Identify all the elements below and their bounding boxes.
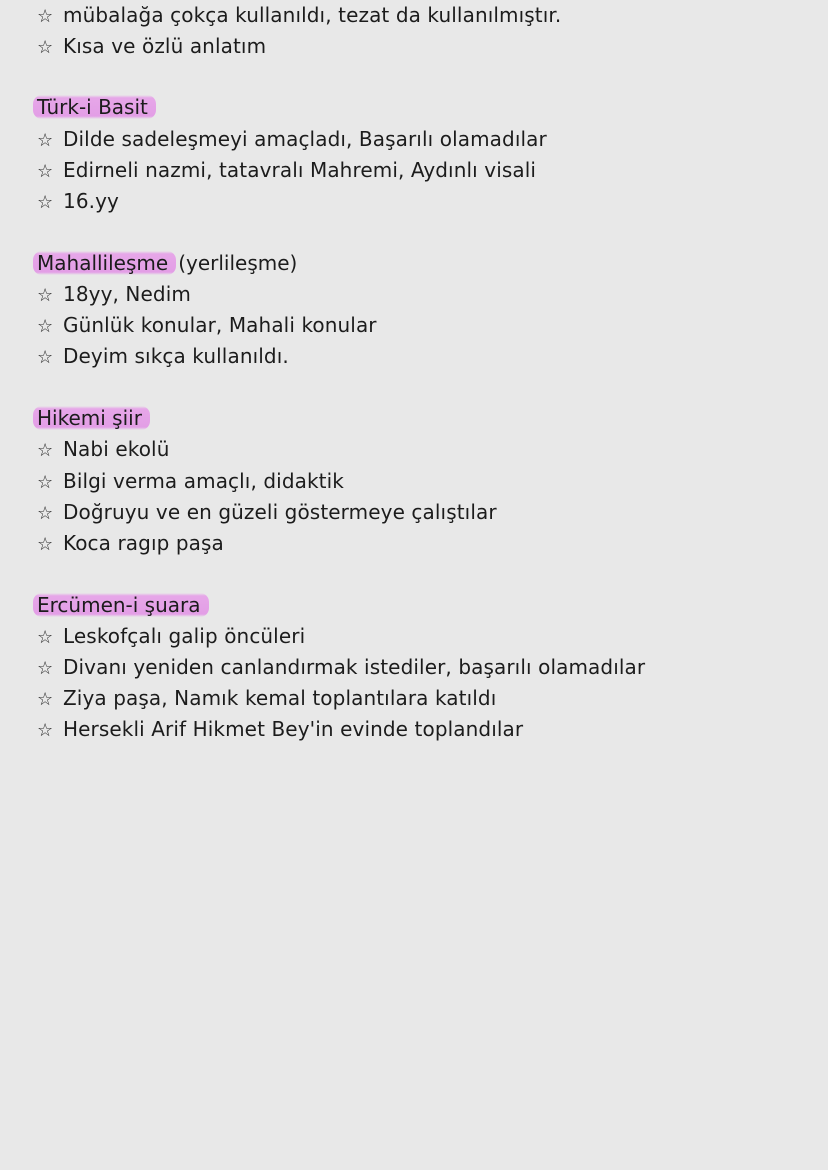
list-item-text: Kısa ve özlü anlatım <box>63 34 267 58</box>
section-heading-hikemi-siir <box>33 403 150 434</box>
list-item-text: Edirneli nazmi, tatavralı Mahremi, Aydınlı visali <box>63 158 537 182</box>
star-outline-icon: ☆ <box>37 627 54 648</box>
heading-suffix: (yerlileşme) <box>178 251 298 275</box>
list-item-text: Koca ragıp paşa <box>63 531 224 555</box>
highlighted-heading: Mahallileşme <box>33 251 176 275</box>
star-outline-icon: ☆ <box>37 689 54 710</box>
star-outline-icon: ☆ <box>37 285 54 306</box>
section-heading-mahallilesme <box>33 248 297 279</box>
list-item <box>37 155 536 186</box>
highlighted-heading: Hikemi şiir <box>33 406 150 430</box>
star-outline-icon: ☆ <box>37 37 54 58</box>
star-outline-icon: ☆ <box>37 720 54 741</box>
star-outline-icon: ☆ <box>37 503 54 524</box>
list-item-text: Günlük konular, Mahali konular <box>63 313 377 337</box>
list-item-text: Nabi ekolü <box>63 437 170 461</box>
highlighted-heading: Ercümen-i şuara <box>33 593 209 617</box>
list-item <box>37 0 561 31</box>
list-item-text: 18yy, Nedim <box>63 282 191 306</box>
section-heading-ercumen-i-suara <box>33 590 209 621</box>
highlighted-heading: Türk-i Basit <box>33 95 156 119</box>
star-outline-icon: ☆ <box>37 472 54 493</box>
list-item <box>37 186 119 217</box>
list-item <box>37 31 266 62</box>
list-item <box>37 310 377 341</box>
list-item-text: Hersekli Arif Hikmet Bey'in evinde toplandılar <box>63 717 524 741</box>
star-outline-icon: ☆ <box>37 347 54 368</box>
list-item <box>37 528 224 559</box>
list-item <box>37 497 497 528</box>
section-heading-turk-i-basit <box>33 92 156 123</box>
star-outline-icon: ☆ <box>37 6 54 27</box>
list-item-text: Dilde sadeleşmeyi amaçladı, Başarılı olamadılar <box>63 127 547 151</box>
star-outline-icon: ☆ <box>37 316 54 337</box>
list-item-text: Bilgi verma amaçlı, didaktik <box>63 469 344 493</box>
list-item-text: Leskofçalı galip öncüleri <box>63 624 306 648</box>
list-item <box>37 434 169 465</box>
list-item-text: Doğruyu ve en güzeli göstermeye çalıştılar <box>63 500 497 524</box>
list-item <box>37 652 645 683</box>
list-item-text: Divanı yeniden canlandırmak istediler, başarılı olamadılar <box>63 655 646 679</box>
list-item-text: 16.yy <box>63 189 119 213</box>
list-item-text: Deyim sıkça kullanıldı. <box>63 344 289 368</box>
star-outline-icon: ☆ <box>37 658 54 679</box>
star-outline-icon: ☆ <box>37 161 54 182</box>
list-item <box>37 279 191 310</box>
list-item-text: mübalağa çokça kullanıldı, tezat da kullanılmıştır. <box>63 3 562 27</box>
list-item <box>37 466 344 497</box>
star-outline-icon: ☆ <box>37 534 54 555</box>
star-outline-icon: ☆ <box>37 440 54 461</box>
star-outline-icon: ☆ <box>37 130 54 151</box>
list-item <box>37 341 289 372</box>
list-item-text: Ziya paşa, Namık kemal toplantılara katıldı <box>63 686 497 710</box>
list-item <box>37 714 523 745</box>
list-item <box>37 683 496 714</box>
list-item <box>37 124 547 155</box>
star-outline-icon: ☆ <box>37 192 54 213</box>
list-item <box>37 621 305 652</box>
